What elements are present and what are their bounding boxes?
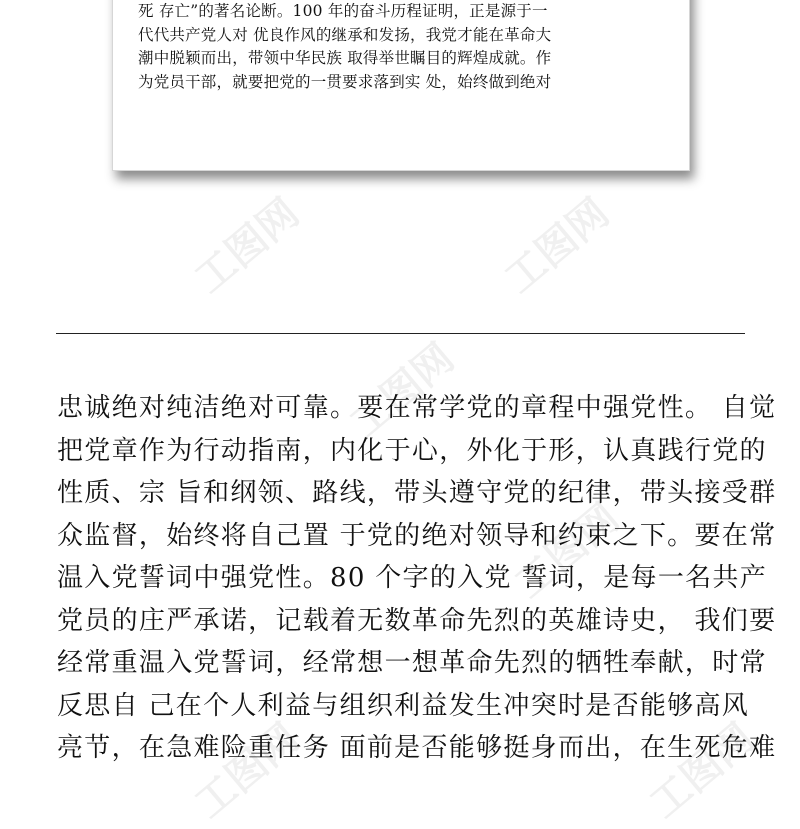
section-divider	[56, 333, 745, 334]
main-paragraph	[57, 387, 777, 770]
paragraph-line: 亮节，在急难险重任务 面前是否能够挺身而出，在生死危难	[57, 733, 777, 763]
card-paragraph	[138, 0, 668, 94]
watermark: 工图网	[186, 189, 308, 303]
watermark: 工图网	[641, 714, 763, 828]
card-line: 死 存亡”的著名论断。100 年的奋斗历程证明，正是源于一	[138, 2, 548, 20]
watermark: 工图网	[506, 494, 628, 608]
watermark: 工图网	[186, 714, 308, 828]
paragraph-line: 温入党誓词中强党性。80 个字的入党 誓词，是每一名共产	[57, 563, 768, 593]
quote-card	[112, 0, 690, 171]
card-line: 代代共产党人对 优良作风的继承和发扬，我党才能在革命大	[138, 25, 552, 44]
paragraph-line: 众监督，始终将自己置 于党的绝对领导和约束之下。要在常	[57, 520, 777, 551]
paragraph-line: 把党章作为行动指南，内化于心，外化于形，认真践行党的	[57, 435, 767, 466]
card-line: 为党员干部，就要把党的一贯要求落到实 处，始终做到绝对	[138, 72, 552, 91]
watermark: 工图网	[496, 189, 618, 303]
card-line: 潮中脱颖而出，带领中华民族 取得举世瞩目的辉煌成就。作	[138, 49, 552, 67]
watermark: 工图网	[341, 334, 463, 448]
paragraph-line: 经常重温入党誓词，经常想一想革命先烈的牺牲奉献，时常	[57, 648, 767, 678]
paragraph-line: 性质、宗 旨和纲领、路线，带头遵守党的纪律，带头接受群	[57, 478, 777, 508]
paragraph-line: 反思自 己在个人利益与组织利益发生冲突时是否能够高风	[57, 690, 750, 721]
paragraph-line: 党员的庄严承诺，记载着无数革命先烈的英雄诗史， 我们要	[57, 605, 777, 636]
paragraph-line: 忠诚绝对纯洁绝对可靠。要在常学党的章程中强党性。 自觉	[57, 393, 777, 423]
